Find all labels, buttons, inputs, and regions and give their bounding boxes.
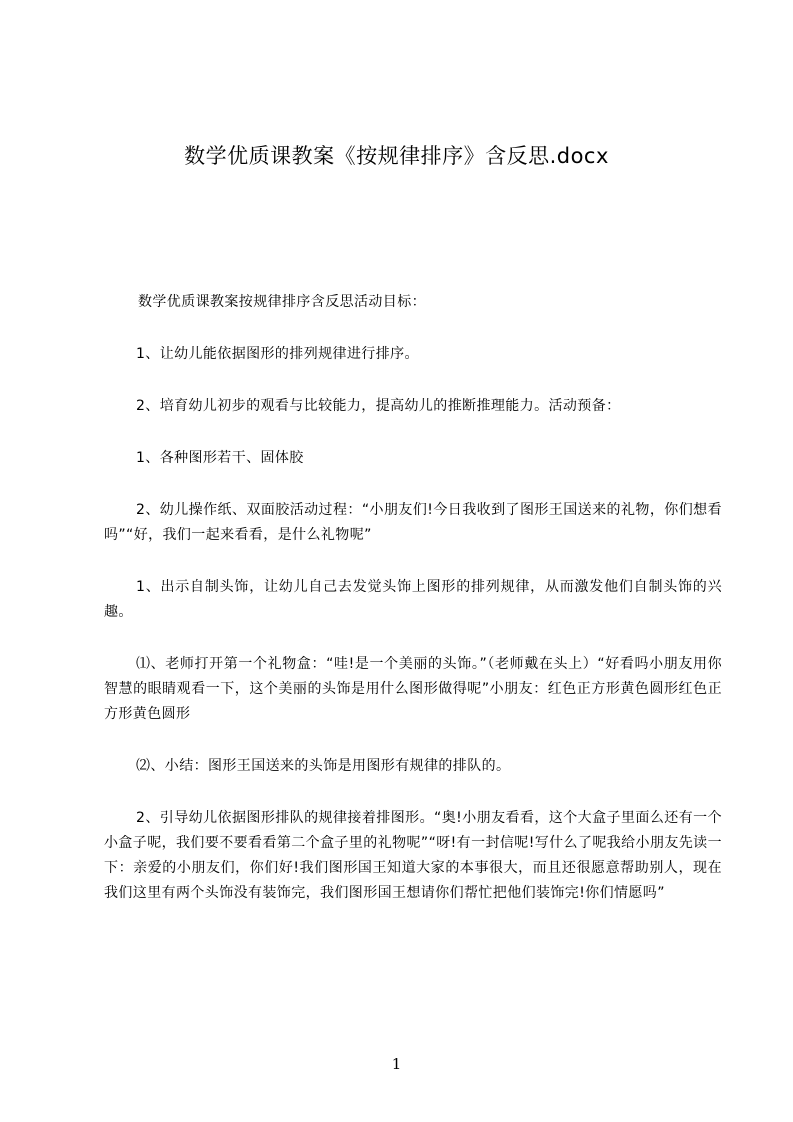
page-number: 1	[391, 1055, 402, 1073]
paragraph-preparation-2: 2、幼儿操作纸、双面胶活动过程：“小朋友们!今日我收到了图形王国送来的礼物，你们想看吗”“好，我们一起来看看，是什么礼物呢”	[104, 502, 722, 543]
paragraph-preparation-1: 1、各种图形若干、固体胶	[136, 450, 304, 466]
paragraph-objectives-heading: 数学优质课教案按规律排序含反思活动目标：	[138, 294, 426, 310]
document-title: 数学优质课教案《按规律排序》含反思.docx	[184, 144, 609, 168]
paragraph-objective-1: 1、让幼儿能依据图形的排列规律进行排序。	[136, 346, 419, 362]
paragraph-process-1-step-1: ⑴、老师打开第一个礼物盒：“哇!是一个美丽的头饰。”（老师戴在头上）“好看吗小朋友用你智慧的眼睛观看一下，这个美丽的头饰是用什么图形做得呢”小朋友：红色正方形黄色圆形红色正方形黄色圆形	[104, 656, 722, 722]
paragraph-process-1: 1、出示自制头饰，让幼儿自己去发觉头饰上图形的排列规律，从而激发他们自制头饰的兴趣。	[104, 579, 722, 620]
document-body	[104, 290, 722, 933]
paragraph-objective-2: 2、培育幼儿初步的观看与比较能力，提高幼儿的推断推理能力。活动预备：	[136, 398, 621, 414]
paragraph-process-1-step-2: ⑵、小结：图形王国送来的头饰是用图形有规律的排队的。	[136, 758, 511, 774]
paragraph-process-2: 2、引导幼儿依据图形排队的规律接着排图形。“奥!小朋友看看，这个大盒子里面么还有一个小盒子呢，我们要不要看看第二个盒子里的礼物呢”“呀!有一封信呢!写什么了呢我给小朋友先读一下：亲爱的小朋友们，你们好!我们图形国王知道大家的本事很大，而且还很愿意帮助别人，现在我们这里有两个头饰没有装饰完，我们图形国王想请你们帮忙把他们装饰完!你们情愿吗”	[104, 810, 722, 901]
